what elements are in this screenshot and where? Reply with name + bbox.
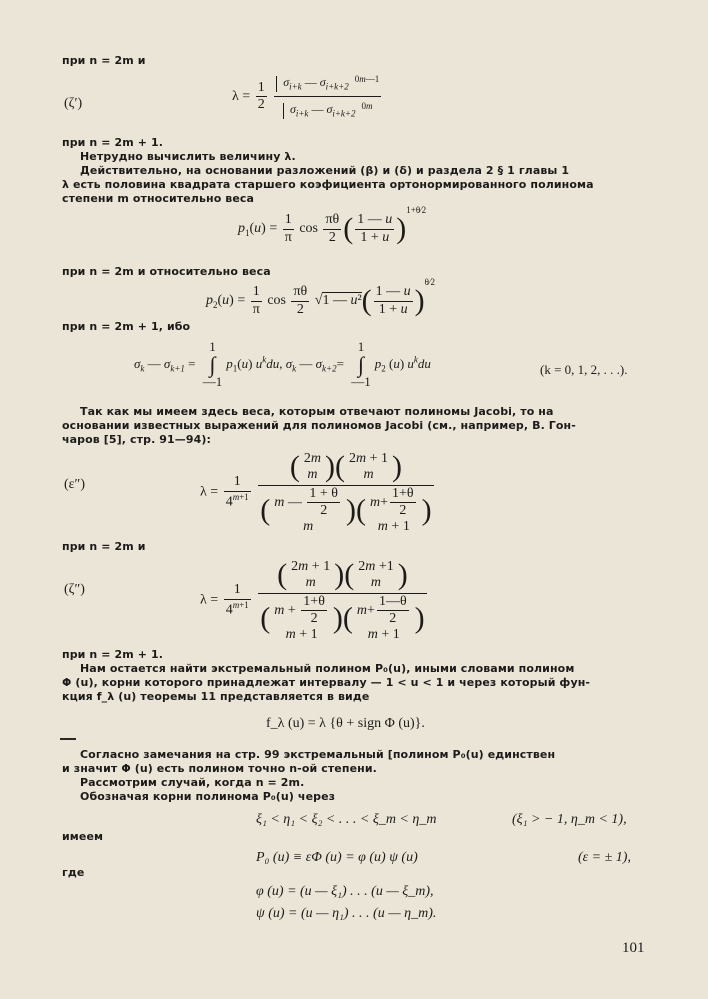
text-line: Обозначая корни полинома P₀(u) через <box>80 790 336 803</box>
text-line: при n = 2m и <box>62 540 146 553</box>
formula-zeta1: λ = $\frac{1}{2}$ $\frac{\sigma_{i+k} — \sigma_{i+k+2}^{0m—1}}{\sigma_{i+k} — \sigma_{i+k+2}^{0m}}$ <box>232 74 380 119</box>
formula-roots-condition: (ξ₁ > − 1, η_m < 1), <box>512 812 627 827</box>
text-line: Нам остается найти экстремальный полином P₀(u), иными словами полином <box>80 662 575 675</box>
formula-k-range: (k = 0, 1, 2, . . .). <box>540 362 628 377</box>
text-line: и значит Φ (u) есть полином точно n-ой степени. <box>62 762 377 775</box>
page-number: 101 <box>622 940 645 956</box>
text-line: Так как мы имеем здесь веса, которым отвечают полиномы Jacobi, то на <box>80 405 554 418</box>
text-line: где <box>62 866 85 879</box>
text-line: кция f_λ (u) теоремы 11 представляется в виде <box>62 690 370 703</box>
text-line: Φ (u), корни которого принадлежат интервалу — 1 < u < 1 и через который фун- <box>62 676 591 689</box>
text-line: при n = 2m + 1. <box>62 136 164 149</box>
formula-epsilon-condition: (ε = ± 1), <box>578 850 631 865</box>
text-line: основании известных выражений для полиномов Jacobi (см., например, В. Гон- <box>62 419 576 432</box>
equation-label: (ε″) <box>64 477 86 492</box>
text-line: Действительно, на основании разложений (β) и (δ) и раздела 2 § 1 главы 1 <box>80 164 570 177</box>
text-line: степени m относительно веса <box>62 192 255 205</box>
formula-f-lambda: f_λ (u) = λ {θ + sign Φ (u)}. <box>266 716 425 731</box>
text-line: λ есть половина квадрата старшего коэфициента ортонормированного полинома <box>62 178 594 191</box>
text-line: при n = 2m + 1, ибо <box>62 320 191 333</box>
text-line: имеем <box>62 830 104 843</box>
formula-psi: ψ (u) = (u — η₁) . . . (u — η_m). <box>256 906 437 921</box>
text-line: при n = 2m и <box>62 54 146 67</box>
text-line: Согласно замечания на стр. 99 экстремальный [полином P₀(u) единствен <box>80 748 556 761</box>
formula-integrals: $\sigma_k$ — $\sigma_{k+1}$ = 1 ∫ —1 $p_1(u)$ $u^kdu$, $\sigma_k$ — $\sigma_{k+2}=$ 1 ∫ —1 $p_2$ (u) $u^kdu$ <box>134 339 431 389</box>
formula-phi: φ (u) = (u — ξ₁) . . . (u — ξ_m), <box>256 884 434 899</box>
equation-label: (ζ′) <box>64 96 83 111</box>
text-line: Нетрудно вычислить величину λ. <box>80 150 296 163</box>
text-line: при n = 2m и относительно веса <box>62 265 271 278</box>
formula-P0: P₀ (u) ≡ εΦ (u) = φ (u) ψ (u) <box>256 850 418 865</box>
formula-p2: $p_2(u)$ = $\frac{1}{\pi}$ cos $\frac{\pi\theta}{2}$ √1 — u²( $\frac{1 — u}{1 + u}$ )$^{\theta⁄2}$ <box>206 276 435 317</box>
text-line: Рассмотрим случай, когда n = 2m. <box>80 776 305 789</box>
formula-zeta2: λ = $\frac{1}{4^{m+1}}$ ( 2m + 1 m )( 2m +1 m ) ( m + $\frac{1+\theta}{2}$ m + 1 )( m+ $\frac{1—\theta}{2}$ m + 1 ) <box>200 558 425 642</box>
text-line: чаров [5], стр. 91—94): <box>62 433 212 446</box>
equation-label: (ζ″) <box>64 582 85 597</box>
text-line: при n = 2m + 1. <box>62 648 164 661</box>
ink-mark <box>60 738 76 740</box>
formula-roots-chain: ξ₁ < η₁ < ξ₂ < . . . < ξ_m < η_m <box>256 812 437 827</box>
formula-p1: $p_1(u)$ = $\frac{1}{\pi}$ cos $\frac{\pi\theta}{2}$ ( $\frac{1 — u}{1 + u}$ )$^{1+\theta⁄2}$ <box>238 204 427 245</box>
formula-eps: λ = $\frac{1}{4^{m+1}}$ ( 2m m )( 2m + 1 m ) ( m — $\frac{1 + \theta}{2}$ m )( m+ $\frac{1+\theta}{2}$ m + 1 ) <box>200 450 432 534</box>
